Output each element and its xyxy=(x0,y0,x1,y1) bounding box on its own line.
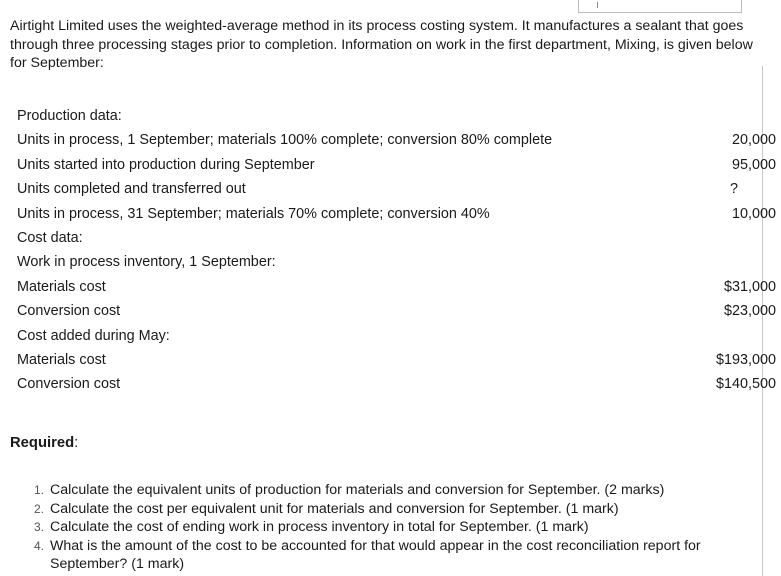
required-heading xyxy=(10,435,78,451)
row-value: ? xyxy=(729,181,738,198)
row-label: Work in process inventory, 1 September: xyxy=(17,254,276,271)
top-table-tick xyxy=(597,2,598,8)
required-heading-colon: : xyxy=(74,435,79,451)
row-label: Units completed and transferred out xyxy=(17,181,246,198)
table-row xyxy=(17,228,777,252)
table-row xyxy=(17,204,777,228)
row-label: Conversion cost xyxy=(17,303,121,320)
list-item-number: 4. xyxy=(34,538,45,553)
row-value: 10,000 xyxy=(731,205,776,222)
row-value: $31,000 xyxy=(723,278,776,295)
row-label: Conversion cost xyxy=(17,376,121,393)
row-value: 95,000 xyxy=(731,156,776,173)
list-item-text: Calculate the equivalent units of production for materials and conversion for September. (2 marks) xyxy=(50,482,665,498)
table-row xyxy=(17,301,777,325)
list-item-number: 3. xyxy=(34,520,45,534)
list-item xyxy=(34,481,774,500)
row-label: Units started into production during September xyxy=(17,156,315,173)
table-row xyxy=(17,350,777,374)
list-item xyxy=(34,518,774,537)
row-label: Cost added during May: xyxy=(17,327,170,344)
table-row xyxy=(17,252,777,276)
row-label: Materials cost xyxy=(17,351,106,368)
table-row xyxy=(17,326,777,350)
required-heading-text: Required xyxy=(10,435,75,451)
row-label: Production data: xyxy=(17,108,122,124)
table-row xyxy=(17,106,777,130)
top-table-fragment xyxy=(578,0,742,13)
intro-paragraph: Airtight Limited uses the weighted-average method in its process costing system. It manufactures a sealant that goes through three processing stages prior to completion. Information on work in the first department, Mixing, is given below for September: xyxy=(10,18,753,71)
row-label: Units in process, 31 September; materials 70% complete; conversion 40% xyxy=(17,205,490,222)
table-row xyxy=(17,374,777,398)
list-item-text: What is the amount of the cost to be accounted for that would appear in the cost reconciliation report for September? (1 mark) xyxy=(50,537,701,572)
list-item-text: Calculate the cost of ending work in process inventory in total for September. (1 mark) xyxy=(50,519,589,535)
row-value: $193,000 xyxy=(715,351,776,368)
list-item-number: 1. xyxy=(34,483,45,497)
row-value: 20,000 xyxy=(731,132,776,149)
table-row xyxy=(17,155,777,179)
table-row xyxy=(17,277,777,301)
list-item xyxy=(34,500,774,519)
row-value: $23,000 xyxy=(723,303,776,320)
list-item-text: Calculate the cost per equivalent unit for materials and conversion for September. (1 mark) xyxy=(50,500,619,517)
row-value: $140,500 xyxy=(715,376,776,393)
list-item-number: 2. xyxy=(34,501,45,516)
row-label: Units in process, 1 September; materials 100% complete; conversion 80% complete xyxy=(17,132,553,149)
requirements-list xyxy=(34,481,774,574)
cost-data-table xyxy=(17,106,777,399)
table-row xyxy=(17,179,777,203)
row-label: Cost data: xyxy=(17,229,83,246)
list-item xyxy=(34,537,774,574)
table-row xyxy=(17,130,777,154)
row-label: Materials cost xyxy=(17,278,106,295)
